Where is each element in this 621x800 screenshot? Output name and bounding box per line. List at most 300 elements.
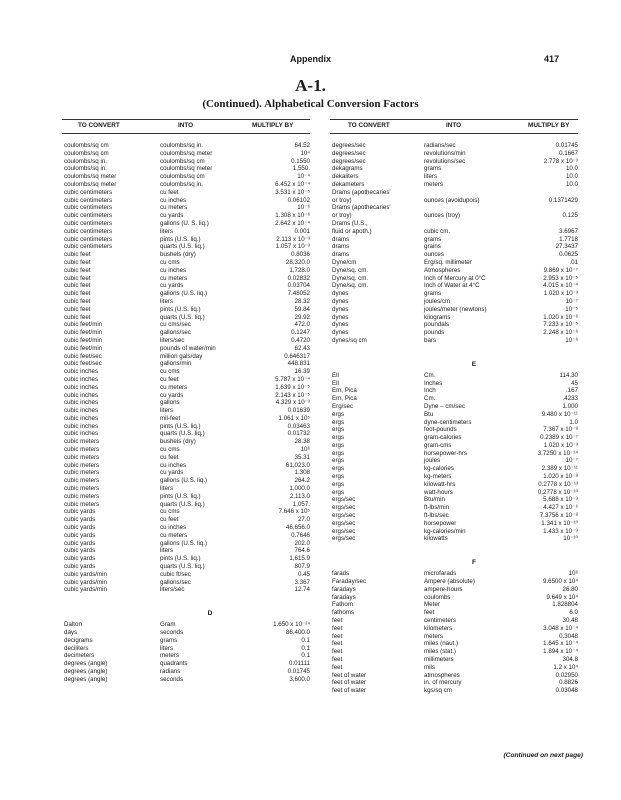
row-gap bbox=[332, 345, 422, 358]
table-cell: horsepower bbox=[424, 519, 457, 527]
table-cell: 1.2 x 10⁴ bbox=[553, 663, 578, 671]
table-cell: 16.39 bbox=[294, 368, 310, 376]
table-cell: 0.8036 bbox=[291, 251, 310, 259]
table-cell: quadrants bbox=[160, 660, 188, 668]
table-cell: 3.6967 bbox=[559, 227, 578, 235]
table-cell: cu cms bbox=[160, 368, 180, 376]
table-cell: horsepower-hrs bbox=[424, 449, 467, 457]
table-cell: liters/sec bbox=[160, 336, 185, 344]
section-letter: F bbox=[471, 559, 477, 567]
table-cell: or troy) bbox=[332, 196, 352, 204]
table-cell: 9.6500 x 10⁴ bbox=[543, 578, 578, 586]
table-cell: coulombs/sq in. bbox=[64, 157, 107, 165]
table-cell: cu feet bbox=[160, 453, 179, 461]
table-cell: cubic centimeters bbox=[64, 243, 113, 251]
table-cell: 28,320.0 bbox=[285, 258, 310, 266]
table-cell: 0.3048 bbox=[559, 632, 578, 640]
table-cell: ergs bbox=[332, 449, 345, 457]
table-cell: liters bbox=[160, 297, 174, 305]
table-cell: Inch of Water at 4°C bbox=[424, 282, 480, 290]
left-to-convert-column bbox=[64, 142, 154, 684]
table-cell: 0.02950 bbox=[555, 671, 578, 679]
table-cell: gallons (U. S. liq.) bbox=[160, 219, 209, 227]
table-cell: 29.92 bbox=[294, 313, 310, 321]
table-cell: cubic yards bbox=[64, 563, 96, 571]
table-cell: 7.3756 x 10⁻⁸ bbox=[539, 512, 578, 520]
table-cell: 1.020 x 10⁻⁶ bbox=[543, 313, 578, 321]
table-cell: 3.531 x 10⁻⁵ bbox=[275, 188, 310, 196]
table-cell: 10⁴ bbox=[300, 149, 310, 157]
table-cell: mil-feet bbox=[160, 414, 181, 422]
table-cell: watt-hours bbox=[424, 488, 453, 496]
table-cell: 0.2778 x 10⁻¹⁰ bbox=[537, 488, 578, 496]
table-cell: cu yards bbox=[160, 469, 184, 477]
table-cell: 1,550. bbox=[292, 165, 310, 173]
table-cell: coulombs/sq in. bbox=[160, 180, 203, 188]
table-cell: cubic yards bbox=[64, 531, 96, 539]
row-gap bbox=[64, 594, 154, 607]
table-cell: cubic centimeters bbox=[64, 188, 113, 196]
table-cell: cubic ft/sec bbox=[160, 570, 191, 578]
table-cell: 114.30 bbox=[559, 371, 578, 379]
table-cell: cubic yards/min bbox=[64, 586, 107, 594]
table-cell: cubic meters bbox=[64, 492, 100, 500]
table-cell: 0.1247 bbox=[291, 329, 310, 337]
table-cell: 1.7718 bbox=[559, 235, 578, 243]
table-cell: revolutions/min bbox=[424, 149, 466, 157]
table-cell: 0.0625 bbox=[559, 251, 578, 259]
table-cell: cubic centimeters bbox=[64, 212, 113, 220]
table-cell: Faraday/sec bbox=[332, 578, 367, 586]
table-cell: 0.03463 bbox=[287, 422, 310, 430]
table-cell: ergs bbox=[332, 488, 345, 496]
table-cell: 304.8 bbox=[562, 656, 578, 664]
page-number: 417 bbox=[543, 54, 559, 64]
table-cell: gallons bbox=[160, 399, 180, 407]
table-cell: 7.646 x 10⁵ bbox=[278, 508, 310, 516]
table-cell: cubic feet bbox=[64, 274, 91, 282]
table-cell: cu cms bbox=[160, 508, 180, 516]
header-rule-top-right bbox=[330, 119, 578, 120]
table-cell: Dyne/sq. cm. bbox=[332, 266, 369, 274]
table-cell: cubic meters bbox=[64, 469, 100, 477]
table-cell: 2.113 x 10⁻³ bbox=[276, 235, 310, 243]
table-cell: degrees (angle) bbox=[64, 668, 108, 675]
table-cell: 10⁻⁶ bbox=[297, 204, 310, 212]
table-cell: 0.01745 bbox=[555, 142, 578, 149]
table-cell: cubic inches bbox=[64, 375, 99, 383]
section-spacer bbox=[332, 358, 422, 372]
table-cell: 6.0 bbox=[569, 609, 578, 617]
table-cell: Inch of Mercury at 0°C bbox=[424, 274, 486, 282]
continued-note: (Continued on next page) bbox=[503, 752, 583, 759]
table-cell: Btu/min bbox=[424, 496, 445, 504]
table-cell: 3.7250 x 10⁻¹⁴ bbox=[537, 449, 578, 457]
table-cell: 0.06102 bbox=[287, 196, 310, 204]
table-cell: Meter bbox=[424, 601, 440, 609]
table-cell: meters bbox=[424, 632, 443, 640]
table-cell: pints (U.S. liq.) bbox=[160, 235, 201, 243]
table-cell: pints (U.S. liq.) bbox=[160, 555, 201, 563]
table-cell: pints (U.S. liq.) bbox=[160, 305, 201, 313]
table-cell: Drams (U.S., bbox=[332, 219, 368, 227]
table-cell: 27.3437 bbox=[555, 243, 578, 251]
table-cell: 1.308 x 10⁻⁶ bbox=[275, 212, 310, 220]
table-cell: 1.020 x 10⁻³ bbox=[543, 441, 578, 449]
table-cell: degrees (angle) bbox=[64, 675, 108, 683]
table-cell: microfarads bbox=[424, 570, 457, 578]
table-cell: 28.32 bbox=[294, 297, 310, 305]
table-cell: Inch bbox=[424, 387, 436, 395]
section-letter: E bbox=[471, 360, 477, 368]
table-cell: feet bbox=[332, 656, 343, 664]
table-cell: 10⁻⁵ bbox=[565, 305, 578, 313]
table-cell: ergs bbox=[332, 418, 345, 426]
table-cell: 5.787 x 10⁻⁴ bbox=[275, 375, 310, 383]
table-cell: gallons (U.S. liq.) bbox=[160, 290, 208, 298]
table-cell: cubic feet bbox=[64, 266, 91, 274]
header-rule-bottom-left bbox=[62, 133, 310, 134]
table-cell: bars bbox=[424, 336, 437, 344]
table-cell: decimeters bbox=[64, 652, 95, 660]
table-cell: feet of water bbox=[332, 671, 367, 679]
col-header-into-left: INTO bbox=[178, 122, 194, 129]
table-cell: dynes bbox=[332, 290, 349, 298]
table-cell: 2.143 x 10⁻⁵ bbox=[275, 391, 310, 399]
table-cell: cubic inches bbox=[64, 422, 99, 430]
table-cell: 0.1550 bbox=[291, 157, 310, 165]
table-cell: liters bbox=[160, 485, 174, 493]
table-cell: 0.7646 bbox=[291, 531, 310, 539]
table-cell: cubic meters bbox=[64, 438, 100, 446]
table-cell: dyne-centimeters bbox=[424, 418, 472, 426]
table-cell: feet bbox=[332, 640, 343, 648]
table-cell: Inches bbox=[424, 379, 443, 387]
table-cell: 10⁻⁴ bbox=[297, 173, 310, 181]
table-cell: cubic centimeters bbox=[64, 227, 113, 235]
table-cell: cu inches bbox=[160, 524, 187, 532]
table-cell: 1,615.9 bbox=[289, 555, 310, 563]
table-cell: coulombs bbox=[424, 593, 451, 601]
table-cell: cu meters bbox=[160, 383, 188, 391]
table-cell: 0.2389 x 10⁻⁷ bbox=[540, 434, 578, 442]
table-cell: pounds bbox=[424, 329, 445, 337]
table-cell: 1.828804 bbox=[552, 601, 578, 609]
table-cell: ft-lbs/sec bbox=[424, 512, 449, 520]
table-cell: 62.43 bbox=[294, 344, 310, 352]
table-cell: cu feet bbox=[160, 375, 179, 383]
table-cell: dynes bbox=[332, 321, 349, 329]
table-cell: coulombs/sq cm bbox=[160, 173, 205, 181]
table-cell: Cm. bbox=[424, 395, 436, 403]
table-cell: cu cms/sec bbox=[160, 321, 191, 329]
section-spacer bbox=[332, 556, 422, 570]
table-cell: ergs/sec bbox=[332, 504, 356, 512]
table-cell: cubic meters bbox=[64, 453, 100, 461]
table-cell: Erg/sec bbox=[332, 402, 353, 410]
table-cell: cu meters bbox=[160, 204, 188, 212]
table-cell: deciliters bbox=[64, 644, 89, 652]
table-cell: ounces (avoidupois) bbox=[424, 196, 480, 204]
table-cell: seconds bbox=[160, 629, 184, 637]
row-gap bbox=[332, 543, 422, 556]
table-cell bbox=[500, 204, 578, 212]
table-cell: 0.01111 bbox=[289, 660, 310, 668]
section-spacer bbox=[500, 556, 578, 570]
table-cell: 4.015 x 10⁻⁴ bbox=[543, 282, 578, 290]
table-cell: degrees/sec bbox=[332, 149, 366, 157]
table-cell: 0.03048 bbox=[555, 687, 578, 695]
table-cell: 1.894 x 10⁻⁴ bbox=[543, 648, 578, 656]
table-cell: 61,023.0 bbox=[285, 461, 310, 469]
table-cell: 7.233 x 10⁻⁵ bbox=[543, 321, 578, 329]
table-cell: 764.6 bbox=[294, 547, 310, 555]
table-cell: dynes bbox=[332, 305, 349, 313]
table-cell: mils bbox=[424, 663, 435, 671]
table-cell: joules bbox=[424, 457, 441, 465]
table-cell: faradays bbox=[332, 585, 356, 593]
table-cell: ergs bbox=[332, 480, 345, 488]
table-cell: 59.84 bbox=[294, 305, 310, 313]
section-spacer bbox=[500, 358, 578, 372]
table-cell: coulombs/sq meter bbox=[64, 173, 117, 181]
table-subtitle: (Continued). Alphabetical Conversion Factors bbox=[202, 98, 419, 110]
table-cell: cubic meters bbox=[64, 485, 100, 493]
table-cell: 1.639 x 10⁻⁵ bbox=[275, 383, 310, 391]
table-cell bbox=[500, 220, 578, 228]
table-cell: radians/sec bbox=[424, 142, 456, 149]
table-cell: ergs bbox=[332, 441, 345, 449]
table-cell: Em, Pica bbox=[332, 395, 357, 403]
header-rule-bottom-right bbox=[330, 133, 578, 134]
table-cell: quarts (U.S. liq.) bbox=[160, 430, 205, 438]
table-title: A-1. bbox=[295, 76, 326, 95]
table-cell: Ell bbox=[332, 379, 339, 387]
table-cell: miles (naut.) bbox=[424, 640, 459, 648]
table-cell: 9.869 x 10⁻⁷ bbox=[543, 266, 578, 274]
table-cell: cubic inches bbox=[64, 414, 99, 422]
table-cell: gram-cms bbox=[424, 441, 452, 449]
table-cell: Drams (apothecaries' bbox=[332, 188, 391, 196]
table-cell: fluid or apoth.) bbox=[332, 227, 372, 235]
table-cell: cubic feet/min bbox=[64, 321, 103, 329]
table-cell: dynes bbox=[332, 313, 349, 321]
table-cell: Ampere (absolute) bbox=[424, 578, 475, 586]
table-cell: liters bbox=[160, 227, 174, 235]
table-cell: cubic inches bbox=[64, 430, 99, 438]
table-cell: 1.433 x 10⁻⁹ bbox=[543, 527, 578, 535]
table-cell: 86,400.0 bbox=[285, 629, 310, 637]
table-cell: 3,600.0 bbox=[289, 675, 310, 683]
table-cell: farads bbox=[332, 570, 350, 578]
table-cell: 0.01732 bbox=[287, 430, 310, 438]
table-cell: Dyne – cm/sec bbox=[424, 402, 465, 410]
table-cell: 0.125 bbox=[562, 212, 578, 220]
table-cell: centimeters bbox=[424, 617, 456, 625]
table-cell: cubic yards/min bbox=[64, 570, 107, 578]
table-cell: Atmospheres bbox=[424, 266, 461, 274]
table-cell: kg-calories/min bbox=[424, 527, 466, 535]
table-cell: ergs/sec bbox=[332, 535, 356, 543]
table-cell: 10.0 bbox=[565, 165, 578, 173]
table-cell: .4233 bbox=[562, 395, 578, 403]
table-cell: cubic meters bbox=[64, 461, 100, 469]
table-cell: cubic feet bbox=[64, 297, 91, 305]
table-cell: cubic meters bbox=[64, 500, 100, 508]
table-cell: coulombs/sq in. bbox=[160, 142, 203, 149]
table-cell: 0.646317 bbox=[284, 352, 310, 360]
table-cell: pounds of water/min bbox=[160, 344, 216, 352]
table-cell: million gals/day bbox=[160, 352, 203, 360]
table-cell: Em, Pica bbox=[332, 387, 357, 395]
table-cell: cubic feet bbox=[64, 290, 91, 298]
table-cell: 64.52 bbox=[294, 142, 310, 149]
table-cell: cubic meters bbox=[64, 446, 100, 454]
table-cell: 3.367 bbox=[294, 578, 310, 586]
table-cell: coulombs/sq cm bbox=[64, 149, 109, 157]
table-cell: 1.650 x 10⁻²⁴ bbox=[273, 621, 310, 629]
table-cell: cubic feet bbox=[64, 313, 91, 321]
table-cell: Dalton bbox=[64, 621, 82, 629]
col-header-multiply-by-left: MULTIPLY BY bbox=[252, 122, 294, 129]
table-cell: kg-meters bbox=[424, 473, 452, 481]
table-cell: cubic feet/sec bbox=[64, 352, 102, 360]
table-cell: Erg/sq. millimeter bbox=[424, 258, 472, 266]
table-cell: liters bbox=[160, 407, 174, 415]
table-cell: bushels (dry) bbox=[160, 438, 196, 446]
table-cell: coulombs/sq meter bbox=[160, 165, 213, 173]
header-rule-top-left bbox=[62, 119, 310, 120]
table-cell: 10⁻¹⁰ bbox=[563, 535, 578, 543]
table-cell: millimeters bbox=[424, 656, 454, 664]
table-cell: joules/meter (newtons) bbox=[424, 305, 487, 313]
table-cell: joules/cm bbox=[424, 297, 451, 305]
table-cell: cu yards bbox=[160, 282, 184, 290]
table-cell: grains bbox=[424, 243, 441, 251]
table-cell bbox=[500, 189, 578, 197]
table-cell: pints (U.S. liq.) bbox=[160, 492, 201, 500]
table-cell: 1,000.0 bbox=[289, 485, 310, 493]
table-cell: degrees/sec bbox=[332, 157, 366, 165]
table-cell: in. of mercury bbox=[424, 679, 462, 687]
table-cell: dekameters bbox=[332, 180, 365, 188]
table-cell: cu inches bbox=[160, 266, 187, 274]
table-cell: cubic inches bbox=[64, 407, 99, 415]
table-cell: grams bbox=[160, 636, 178, 644]
table-cell: coulombs/sq meter bbox=[160, 149, 213, 157]
table-cell: Drams (apothecaries' bbox=[332, 204, 391, 212]
table-cell: ft-lbs/min bbox=[424, 504, 450, 512]
table-cell: coulombs/sq meter bbox=[64, 180, 117, 188]
table-cell: 0.1 bbox=[301, 644, 310, 652]
table-cell: 35.31 bbox=[294, 453, 310, 461]
table-cell: .167 bbox=[565, 387, 578, 395]
table-cell: cubic yards bbox=[64, 547, 96, 555]
table-cell: cubic yards bbox=[64, 524, 96, 532]
table-cell: cu feet bbox=[160, 516, 179, 524]
table-cell: 0.8826 bbox=[559, 679, 578, 687]
table-cell: cubic meters bbox=[64, 477, 100, 485]
table-cell: dynes bbox=[332, 297, 349, 305]
section-spacer bbox=[230, 607, 310, 621]
table-cell: cu inches bbox=[160, 196, 187, 204]
table-cell: 6.452 x 10⁻⁴ bbox=[275, 180, 310, 188]
table-cell: 10⁶ bbox=[568, 570, 578, 578]
table-cell: 1.645 x 10⁻⁴ bbox=[543, 640, 578, 648]
right-multiply-column bbox=[500, 142, 578, 695]
table-cell: feet of water bbox=[332, 679, 367, 687]
table-cell: miles (stat.) bbox=[424, 648, 456, 656]
table-cell: 0.01745 bbox=[287, 668, 310, 675]
table-cell: 10⁻⁶ bbox=[565, 336, 578, 344]
table-cell: 0.1371429 bbox=[548, 196, 578, 204]
table-cell: ampere-hours bbox=[424, 585, 463, 593]
table-cell: 448.831 bbox=[287, 360, 310, 368]
table-cell: cubic yards bbox=[64, 516, 96, 524]
table-cell: 46,656.0 bbox=[285, 524, 310, 532]
table-cell: Dyne/cm bbox=[332, 258, 357, 266]
table-cell: liters bbox=[424, 173, 438, 181]
table-cell: coulombs/sq cm bbox=[160, 157, 205, 165]
table-cell: 28.38 bbox=[294, 438, 310, 446]
table-cell: Dyne/sq. cm. bbox=[332, 282, 369, 290]
table-cell: 264.2 bbox=[294, 477, 310, 485]
table-cell: cubic cm. bbox=[424, 227, 451, 235]
table-cell: Dyne/sq. cm. bbox=[332, 274, 369, 282]
table-cell: cubic yards bbox=[64, 555, 96, 563]
table-cell: 1.000 bbox=[562, 402, 578, 410]
table-cell: grams bbox=[424, 290, 442, 298]
table-cell: 0.45 bbox=[297, 570, 310, 578]
table-cell: 2.389 x 10⁻¹¹ bbox=[541, 465, 578, 473]
table-cell: cubic feet bbox=[64, 305, 91, 313]
table-cell: ergs bbox=[332, 410, 345, 418]
table-cell: 12.74 bbox=[294, 586, 310, 594]
table-cell: gram-calories bbox=[424, 434, 462, 442]
table-cell: ergs/sec bbox=[332, 496, 356, 504]
table-cell: cubic inches bbox=[64, 368, 99, 376]
table-cell: ergs/sec bbox=[332, 512, 356, 520]
col-header-into-right: INTO bbox=[446, 122, 462, 129]
table-cell: 10⁻⁷ bbox=[565, 297, 578, 305]
table-cell: bushels (dry) bbox=[160, 251, 196, 259]
table-cell: cu feet bbox=[160, 188, 179, 196]
table-cell: coulombs/sq cm bbox=[64, 142, 109, 149]
table-cell: cu cms bbox=[160, 446, 180, 454]
table-cell: pints (U.S. liq.) bbox=[160, 422, 201, 430]
row-gap bbox=[500, 543, 578, 556]
table-cell: Gram bbox=[160, 621, 176, 629]
table-cell: 0.1 bbox=[301, 652, 310, 660]
table-cell: gallons (U.S. liq.) bbox=[160, 539, 208, 547]
table-cell: quarts (U.S. liq.) bbox=[160, 313, 205, 321]
table-cell: dynes bbox=[332, 329, 349, 337]
table-cell: Fathom bbox=[332, 601, 353, 609]
table-cell: ounces bbox=[424, 251, 444, 259]
table-cell: Cm. bbox=[424, 371, 436, 379]
table-cell: Btu bbox=[424, 410, 434, 418]
table-cell: cubic yards bbox=[64, 539, 96, 547]
running-header: Appendix bbox=[289, 54, 331, 64]
table-cell: cubic centimeters bbox=[64, 204, 113, 212]
table-cell: cubic feet/min bbox=[64, 329, 103, 337]
table-cell: 2.248 x 10⁻⁶ bbox=[543, 329, 578, 337]
table-cell: dekagrams bbox=[332, 165, 363, 173]
table-cell: or troy) bbox=[332, 212, 352, 220]
table-cell: 1,728.0 bbox=[289, 266, 310, 274]
table-cell: 1.057 x 10⁻³ bbox=[275, 243, 310, 251]
table-cell: 30.48 bbox=[562, 617, 578, 625]
